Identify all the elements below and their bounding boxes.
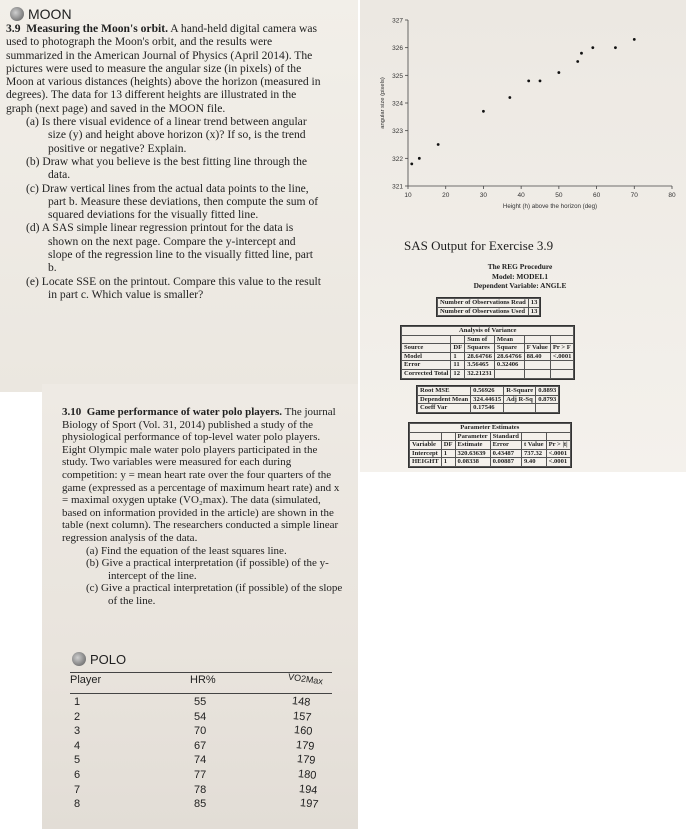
- table-cell: 0.32406: [494, 361, 524, 370]
- exercise-3-9-intro: [6, 22, 322, 115]
- table-cell: Intercept: [410, 449, 442, 458]
- table-cell: [546, 432, 570, 441]
- table-row: [418, 404, 559, 413]
- table-row: [70, 740, 332, 754]
- data-point: [482, 110, 485, 113]
- exercise-3-10-body: The journal Biology of Sport (Vol. 31, 2014) published a study of the physiological performance of top-level water polo players. Eight Olympic male water polo players participated in the study. Two variables were measured for each during competition: y = mean heart rate over the four quarters of the game (expressed as a percentage of maximum heart rate) and x = maximal oxygen uptake (VO₂max). The data (simulated, based on information provided in the article) are shown in the table (next column). The researchers conducted a simple linear regression analysis of the data.: [62, 406, 340, 544]
- table-cell: Coeff Var: [418, 404, 471, 413]
- x-tick-label: 50: [555, 192, 563, 199]
- table-cell: <.0001: [546, 458, 570, 467]
- table-cell: Error: [490, 441, 521, 450]
- table-cell: [494, 369, 524, 378]
- table-row: [70, 696, 332, 710]
- data-disk-icon: [72, 652, 86, 666]
- y-tick-label: 323: [392, 128, 403, 136]
- table-row: [410, 424, 571, 433]
- table-cell: DF: [441, 441, 455, 450]
- table-cell: Mean: [494, 335, 524, 344]
- exercise-3-10-number: 3.10: [62, 406, 82, 418]
- x-tick-label: 40: [517, 192, 525, 199]
- table-cell: Error: [402, 361, 451, 370]
- table-cell: 1: [441, 449, 455, 458]
- player-cell: 4: [74, 739, 81, 752]
- sas-fit-statistics-table: [416, 385, 560, 414]
- hr-cell: 78: [194, 783, 207, 796]
- hr-cell: 67: [194, 739, 207, 752]
- table-cell: DF: [451, 344, 465, 353]
- table-cell: Pr > |t|: [546, 441, 570, 450]
- table-header-row: [70, 671, 332, 688]
- data-point: [633, 38, 636, 41]
- anova-title: Analysis of Variance: [402, 327, 574, 336]
- table-cell: 32.21231: [465, 369, 495, 378]
- table-cell: Model: [402, 352, 451, 361]
- sas-proc-header: [420, 262, 620, 291]
- moon-scatter-plot: [372, 6, 682, 221]
- table-cell: 3.56465: [465, 361, 495, 370]
- y-tick-label: 327: [392, 17, 403, 25]
- table-row: [402, 369, 574, 378]
- table-cell: [550, 335, 574, 344]
- x-tick-label: 10: [404, 192, 412, 199]
- vo2max-cell: 179: [295, 738, 315, 753]
- x-tick-label: 60: [592, 192, 601, 199]
- player-cell: 1: [74, 696, 81, 708]
- table-row: [70, 711, 332, 725]
- moon-header: [10, 6, 72, 22]
- table-cell: [504, 404, 536, 413]
- hr-cell: 85: [194, 798, 207, 811]
- table-row: [70, 754, 332, 768]
- sas-proc-line: Model: MODEL1: [491, 271, 549, 281]
- data-point: [410, 162, 413, 165]
- table-cell: 1: [441, 458, 455, 467]
- table-cell: 88.40: [524, 352, 550, 361]
- data-point: [539, 79, 542, 82]
- vo2max-cell: 157: [292, 709, 313, 724]
- hr-cell: 74: [194, 754, 207, 767]
- table-header-rule: [70, 693, 332, 694]
- table-row: [418, 387, 559, 396]
- exercise-3-9-part-e: (e) Locate SSE on the printout. Compare this value to the result in part c. Which value is smaller?: [26, 274, 321, 301]
- column-header: Player: [70, 674, 102, 686]
- y-axis-label: angular size (pixels): [380, 77, 386, 129]
- table-cell: 9.40: [521, 458, 546, 467]
- exercise-3-9-part-c: (c) Draw vertical lines from the actual data points to the line, part b. Measure these deviations, then compute the sum of squared deviations for the visually fitted line.: [26, 181, 319, 222]
- table-cell: 28.64766: [494, 352, 524, 361]
- table-row: [438, 307, 540, 316]
- x-tick-label: 20: [442, 192, 450, 199]
- table-cell: [524, 369, 550, 378]
- vo2max-cell: 194: [298, 782, 319, 797]
- table-row: [402, 344, 574, 353]
- table-cell: Parameter: [455, 432, 490, 441]
- table-cell: Square: [494, 344, 524, 353]
- sas-proc-line: Dependent Variable: ANGLE: [473, 281, 567, 290]
- table-cell: 13: [528, 307, 540, 316]
- player-cell: 5: [74, 754, 81, 767]
- x-axis-label: Height (h) above the horizon (deg): [502, 203, 598, 210]
- table-cell: Number of Observations Read: [438, 299, 529, 308]
- data-point: [614, 46, 617, 49]
- table-cell: Adj R-Sq: [504, 395, 536, 404]
- exercise-3-10-part-a: (a) Find the equation of the least squares line.: [86, 544, 287, 557]
- table-cell: Pr > F: [550, 344, 574, 353]
- table-cell: 0.00887: [490, 458, 521, 467]
- sas-anova-table: [400, 325, 575, 380]
- table-row: [438, 299, 540, 308]
- x-tick-label: 30: [479, 192, 488, 199]
- vo2max-cell: 180: [297, 768, 317, 782]
- chart-labels: [380, 18, 676, 211]
- table-cell: t Value: [521, 441, 546, 450]
- table-cell: 0.8893: [536, 387, 559, 396]
- hr-cell: 55: [194, 696, 207, 708]
- table-cell: F Value: [524, 344, 550, 353]
- sas-proc-line: The REG Procedure: [487, 262, 553, 271]
- exercise-3-9-body: A hand-held digital camera was used to photograph the Moon's orbit, and the results were summarized in the American Journal of Physics (April 2014). The pictures were used to measure the angular size (in pixels) of the Moon at various distances (heights) above the horizon (measured in degrees). The data for 13 different heights are illustrated in the graph (next page) and saved in the MOON file.: [6, 22, 321, 115]
- table-row: [70, 769, 332, 783]
- data-point: [557, 71, 560, 74]
- exercise-3-9-number: 3.9: [6, 22, 21, 35]
- table-row: [410, 432, 571, 441]
- exercise-3-9-part-d: (d) A SAS simple linear regression printout for the data is shown on the next page. Compare the y-intercept and slope of the regression line to the visually fitted line, part b.: [26, 221, 313, 275]
- table-cell: R-Square: [504, 387, 536, 396]
- table-cell: [550, 361, 574, 370]
- table-cell: 1: [451, 352, 465, 361]
- table-row: [402, 335, 574, 344]
- sas-output-title: SAS Output for Exercise 3.9: [404, 238, 554, 253]
- data-point: [576, 60, 579, 63]
- table-cell: 320.63639: [455, 449, 490, 458]
- table-cell: Dependent Mean: [418, 395, 471, 404]
- table-cell: [524, 361, 550, 370]
- table-cell: 0.56926: [471, 387, 504, 396]
- exercise-3-9-part-a: (a) Is there visual evidence of a linear trend between angular size (y) and height above horizon (x)? If so, is the trend positive or negative? Explain.: [26, 115, 307, 155]
- table-cell: Estimate: [455, 441, 490, 450]
- player-cell: 8: [74, 798, 81, 811]
- table-row: [402, 352, 574, 361]
- player-cell: 2: [74, 710, 81, 723]
- table-cell: 0.17546: [471, 404, 504, 413]
- y-tick-label: 321: [392, 183, 403, 191]
- moon-title: MOON: [28, 6, 72, 22]
- data-point: [437, 143, 440, 146]
- table-cell: HEIGHT: [410, 458, 442, 467]
- table-cell: [521, 432, 546, 441]
- column-header: VO2Max: [287, 671, 324, 687]
- y-tick-label: 326: [392, 45, 403, 53]
- table-cell: Variable: [410, 441, 442, 450]
- table-cell: Root MSE: [418, 387, 471, 396]
- hr-cell: 54: [194, 710, 207, 723]
- data-disk-icon: [10, 7, 24, 21]
- table-cell: Corrected Total: [402, 369, 451, 378]
- table-row: [70, 798, 332, 812]
- table-cell: 13: [528, 299, 540, 308]
- table-cell: Squares: [465, 344, 495, 353]
- table-cell: Sum of: [465, 335, 495, 344]
- data-point: [508, 96, 511, 99]
- polo-header: [72, 652, 126, 667]
- table-cell: 0.8793: [536, 395, 559, 404]
- table-row: [70, 784, 332, 798]
- table-row: [402, 361, 574, 370]
- table-row: [418, 395, 559, 404]
- table-cell: [451, 335, 465, 344]
- sas-output-photo: [360, 0, 686, 472]
- table-cell: 0.43487: [490, 449, 521, 458]
- sas-observations-table: [436, 297, 541, 317]
- exercise-3-9-photo: [0, 0, 358, 392]
- sas-parameter-estimates-table: [408, 422, 572, 468]
- exercise-3-9: [6, 22, 322, 301]
- x-tick-label: 80: [668, 192, 676, 199]
- vo2max-cell: 197: [299, 797, 320, 812]
- y-tick-label: 322: [392, 155, 403, 163]
- table-cell: 28.64766: [465, 352, 495, 361]
- hr-cell: 77: [194, 769, 207, 781]
- exercise-3-10-part-c: (c) Give a practical interpretation (if possible) of the slope of the line.: [86, 582, 343, 607]
- table-cell: Source: [402, 344, 451, 353]
- table-row: [410, 458, 571, 467]
- exercise-3-10-part-b: (b) Give a practical interpretation (if possible) of the y-intercept of the line.: [86, 557, 329, 582]
- data-point: [591, 46, 594, 49]
- table-cell: [441, 432, 455, 441]
- table-cell: Number of Observations Used: [438, 307, 529, 316]
- column-header: HR%: [190, 674, 216, 686]
- table-cell: [402, 335, 451, 344]
- table-row: [410, 449, 571, 458]
- player-cell: 7: [74, 783, 81, 796]
- exercise-3-10-title: Game performance of water polo players.: [86, 406, 283, 418]
- table-row: [410, 441, 571, 450]
- table-cell: [524, 335, 550, 344]
- table-cell: 12: [451, 369, 465, 378]
- table-cell: <.0001: [550, 352, 574, 361]
- exercise-3-9-part-b: (b) Draw what you believe is the best fitting line through the data.: [26, 154, 308, 182]
- table-cell: Standard: [490, 432, 521, 441]
- chart-points: [410, 38, 635, 165]
- exercise-3-10-photo: [42, 384, 358, 829]
- table-cell: 11: [451, 361, 465, 370]
- vo2max-cell: 148: [291, 695, 311, 709]
- table-cell: [410, 432, 442, 441]
- table-cell: [536, 404, 559, 413]
- data-point: [418, 157, 421, 160]
- exercise-3-10: [62, 406, 344, 608]
- exercise-3-10-intro: [62, 406, 344, 545]
- parameter-estimates-title: Parameter Estimates: [410, 424, 571, 433]
- data-point: [527, 79, 530, 82]
- table-cell: 0.08338: [455, 458, 490, 467]
- table-cell: 324.44615: [471, 395, 504, 404]
- exercise-3-9-title: Measuring the Moon's orbit.: [26, 22, 168, 35]
- hr-cell: 70: [194, 725, 207, 738]
- vo2max-cell: 160: [293, 724, 314, 739]
- data-point: [580, 52, 583, 55]
- player-cell: 6: [74, 769, 81, 781]
- chart-axes: [405, 20, 672, 189]
- y-tick-label: 324: [392, 100, 403, 108]
- y-tick-label: 325: [392, 72, 403, 80]
- table-cell: [550, 369, 574, 378]
- table-row: [402, 327, 574, 336]
- vo2max-cell: 179: [296, 753, 316, 768]
- player-cell: 3: [74, 725, 81, 738]
- table-row: [70, 725, 332, 739]
- table-cell: 737.32: [521, 449, 546, 458]
- x-tick-label: 70: [630, 192, 638, 199]
- table-cell: <.0001: [546, 449, 570, 458]
- polo-title: POLO: [90, 652, 127, 667]
